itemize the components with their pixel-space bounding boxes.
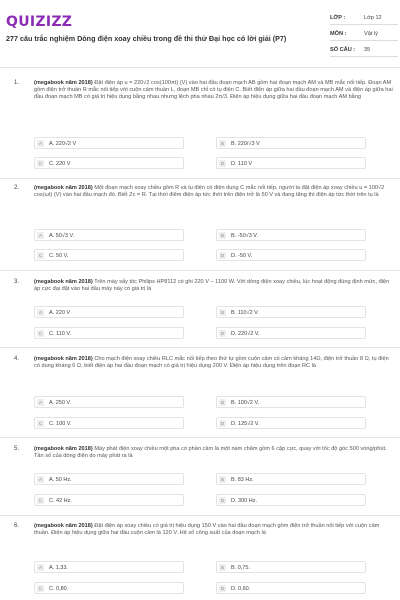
option-letter: D <box>220 586 225 591</box>
option-letter: A <box>38 565 43 570</box>
option-text: B. 100√2 V. <box>231 399 260 406</box>
header <box>0 0 400 66</box>
option-b[interactable] <box>216 396 366 408</box>
option-text: A. 220√2 V <box>49 140 77 147</box>
question-text <box>34 356 394 370</box>
option-c[interactable] <box>34 417 184 429</box>
question-text <box>34 185 394 199</box>
option-a[interactable] <box>34 473 184 485</box>
option-letter: B <box>220 565 225 570</box>
option-text: C. 50 V. <box>49 252 69 259</box>
option-text: A. 250 V. <box>49 399 72 406</box>
option-letter: D <box>220 161 225 166</box>
question-number: 1. <box>14 80 20 86</box>
option-text: A. 50 Hz. <box>49 476 72 483</box>
meta-label: SỐ CÂU : <box>330 47 356 53</box>
question-source: (megabook năm 2018) <box>34 185 93 191</box>
question-text <box>34 446 394 460</box>
option-letter: B <box>220 233 225 238</box>
question-1 <box>6 80 398 176</box>
question-number: 4. <box>14 356 20 362</box>
meta-label: LỚP : <box>330 15 346 21</box>
question-body: Máy phát điện xoay chiều một pha có phần cảm là một nam châm gồm 6 cặp cực, quay với tốc độ góc 500 vòng/phút. Tần số của dòng điện do máy phát ra là <box>34 446 387 460</box>
option-letter: B <box>220 400 225 405</box>
option-a[interactable] <box>34 396 184 408</box>
option-a[interactable] <box>34 306 184 318</box>
option-c[interactable] <box>34 327 184 339</box>
option-letter: D <box>220 498 225 503</box>
option-text: A. 1,33. <box>49 564 68 571</box>
option-letter: B <box>220 477 225 482</box>
option-letter: C <box>38 161 43 166</box>
option-text: D. 0,60. <box>231 585 251 592</box>
option-text: A. 50√3 V. <box>49 232 75 239</box>
option-letter: C <box>38 331 43 336</box>
question-divider <box>0 178 400 179</box>
option-text: A. 220 V <box>49 309 71 316</box>
option-text: C. 110 V. <box>49 330 72 337</box>
question-source: (megabook năm 2018) <box>34 446 93 452</box>
option-b[interactable] <box>216 229 366 241</box>
question-divider <box>0 347 400 348</box>
option-d[interactable] <box>216 417 366 429</box>
option-text: D. 110 V <box>231 160 252 167</box>
option-a[interactable] <box>34 137 184 149</box>
option-a[interactable] <box>34 229 184 241</box>
option-c[interactable] <box>34 582 184 594</box>
question-body: Cho mạch điện xoay chiều RLC mắc nối tiếp theo thứ tự gồm cuộn cảm có cảm kháng 14Ω, điện trở thuần 8 Ω, tụ điện có dung kháng 6 Ω, biết điện áp hai đầu đoạn mạch có giá trị hiệu dụng 200 V. Điện áp hiệu dụng trên đoạn RC là <box>34 356 389 370</box>
option-text: B. -50√3 V. <box>231 232 258 239</box>
option-b[interactable] <box>216 473 366 485</box>
meta-value: Vật lý <box>364 31 378 37</box>
option-letter: A <box>38 310 43 315</box>
option-letter: C <box>38 586 43 591</box>
option-letter: A <box>38 477 43 482</box>
option-letter: D <box>220 253 225 258</box>
question-6 <box>6 523 398 600</box>
option-text: C. 220 V <box>49 160 71 167</box>
option-letter: C <box>38 498 43 503</box>
option-letter: A <box>38 141 43 146</box>
option-text: B. 83 Hz. <box>231 476 254 483</box>
option-c[interactable] <box>34 249 184 261</box>
option-letter: C <box>38 421 43 426</box>
question-text <box>34 523 394 537</box>
question-source: (megabook năm 2018) <box>34 523 93 529</box>
option-letter: A <box>38 400 43 405</box>
question-5 <box>6 446 398 510</box>
option-text: B. 110√2 V. <box>231 309 259 316</box>
option-text: D. -50 V. <box>231 252 253 259</box>
page-title: 277 câu trắc nghiệm Dòng điện xoay chiều trong đề thi thử Đại học có lời giải (P7) <box>6 34 287 43</box>
option-d[interactable] <box>216 249 366 261</box>
option-text: D. 300 Hz. <box>231 497 257 504</box>
meta-question-count <box>330 44 398 57</box>
option-d[interactable] <box>216 157 366 169</box>
option-text: C. 100 V. <box>49 420 72 427</box>
option-letter: C <box>38 253 43 258</box>
question-source: (megabook năm 2018) <box>34 80 93 86</box>
option-d[interactable] <box>216 582 366 594</box>
header-divider <box>0 67 400 68</box>
meta-value: 35 <box>364 47 371 53</box>
option-b[interactable] <box>216 137 366 149</box>
option-text: C. 0,80. <box>49 585 69 592</box>
option-c[interactable] <box>34 494 184 506</box>
question-divider <box>0 515 400 516</box>
option-text: D. 125√2 V. <box>231 420 260 427</box>
question-body: Trên máy sấy tóc Philips HP8112 có ghi 220 V – 1100 W. Với dòng điện xoay chiều, lúc hoạt động đúng định mức, điện áp cực đại đặt vào hai đầu máy này có giá trị là <box>34 279 390 293</box>
option-letter: D <box>220 421 225 426</box>
question-3 <box>6 279 398 345</box>
option-b[interactable] <box>216 306 366 318</box>
question-4 <box>6 356 398 436</box>
option-letter: A <box>38 233 43 238</box>
meta-subject <box>330 28 398 41</box>
question-divider <box>0 270 400 271</box>
quizizz-logo: QUIZIZZ <box>6 14 73 30</box>
question-number: 3. <box>14 279 20 285</box>
question-divider <box>0 437 400 438</box>
question-source: (megabook năm 2018) <box>34 279 93 285</box>
option-text: B. 220/√3 V <box>231 140 260 147</box>
question-source: (megabook năm 2018) <box>34 356 93 362</box>
option-text: D. 220√2 V. <box>231 330 260 337</box>
question-2 <box>6 185 398 269</box>
option-letter: B <box>220 141 225 146</box>
option-d[interactable] <box>216 494 366 506</box>
question-text <box>34 279 394 293</box>
option-letter: D <box>220 331 225 336</box>
option-text: C. 42 Hz. <box>49 497 72 504</box>
question-number: 5. <box>14 446 20 452</box>
option-letter: B <box>220 310 225 315</box>
question-body: Đặt điện áp u = 220√2 cos(100πt) (V) vào hai đầu đoạn mạch AB gồm hai đoạn mạch AM và MB mắc nối tiếp. Đoạn AM gồm điện trở thuần R mắc nối tiếp với cuộn cảm thuần L, đoạn MB chỉ có tụ điện C. Biết điện áp giữa hai đầu đoạn mạch AM và điện áp giữa hai đầu đoạn mạch MB có giá trị hiệu dụng bằng nhau nhưng lệch pha nhau 2π/3. Điện áp hiệu dụng giữa hai đầu đoạn mạch AM bằng <box>34 80 393 101</box>
option-b[interactable] <box>216 561 366 573</box>
meta-value: Lớp 12 <box>364 15 382 21</box>
option-c[interactable] <box>34 157 184 169</box>
question-body: Một đoạn mạch xoay chiều gồm R và tụ điện có điện dung C mắc nối tiếp, người ta đặt điện áp xoay chiều u = 100√2 cos(ωt) (V) vào hai đầu mạch đó. Biết Zc = R. Tại thời điểm điện áp tức thời trên điện trở là 50 V và đang tăng thì điện áp tức thời trên tụ là <box>34 185 385 199</box>
meta-label: MÔN : <box>330 31 347 37</box>
question-text <box>34 80 394 102</box>
option-text: B. 0,75. <box>231 564 250 571</box>
question-body: Đặt điện áp xoay chiều có giá trị hiệu dụng 150 V vào hai đầu đoạn mạch gồm điện trở thuần nối tiếp với cuộn cảm thuần. Điện áp hiệu dụng giữa hai đầu cuộn cảm là 120 V. Hệ số công suất của đoạn mạch là <box>34 523 380 537</box>
meta-class <box>330 12 398 25</box>
option-d[interactable] <box>216 327 366 339</box>
question-number: 6. <box>14 523 20 529</box>
question-number: 2. <box>14 185 20 191</box>
option-a[interactable] <box>34 561 184 573</box>
